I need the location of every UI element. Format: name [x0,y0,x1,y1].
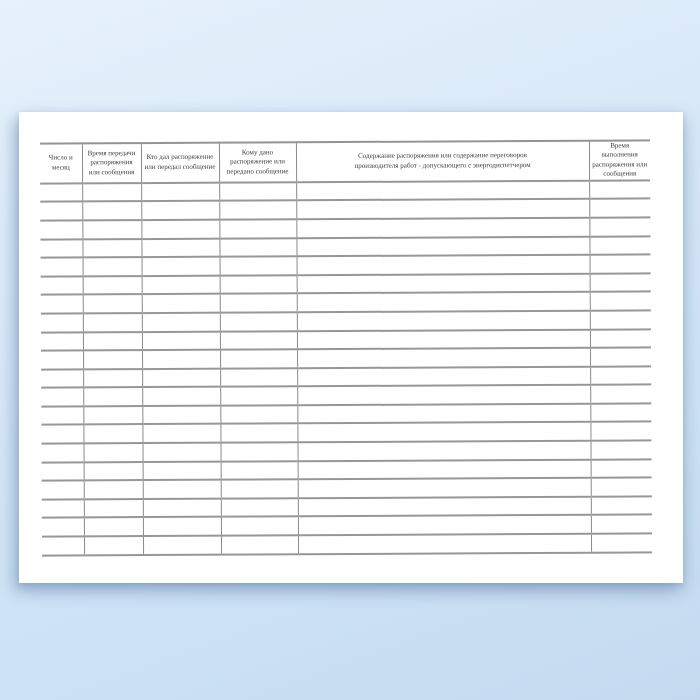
table-cell [220,294,297,313]
table-cell [590,366,651,385]
table-cell [41,369,83,388]
table-cell [143,461,221,480]
table-cell [221,498,298,517]
table-cell [589,180,650,199]
table-cell [83,350,142,369]
table-cell [297,385,590,405]
table-cell [297,255,590,275]
table-cell [82,201,141,220]
table-cell [219,238,296,257]
table-cell [41,276,83,295]
table-cell [142,424,220,443]
table-cell [83,443,142,462]
table-cell [142,294,220,313]
table-cell [83,406,142,425]
table-cell [142,275,220,294]
table-cell [82,239,141,258]
table-cell [83,369,142,388]
header-cell-who-received-order: Кому дано распоряжение или передано сообщение [219,142,296,182]
table-body [40,180,652,555]
table-cell [221,480,298,499]
table-cell [82,220,141,239]
table-cell [141,220,219,239]
table-cell [220,387,297,406]
table-cell [297,311,590,331]
table-cell [220,349,297,368]
table-cell [84,536,143,555]
table-cell [220,405,297,424]
table-cell [41,332,83,351]
table-cell [296,180,589,200]
table-cell [42,481,84,500]
table-cell [83,257,142,276]
table-cell [84,518,143,537]
table-cell [143,480,221,499]
table-cell [84,499,143,518]
table-cell [141,238,219,257]
table-cell [590,255,651,274]
table-cell [590,422,651,441]
table-cell [40,183,82,202]
header-cell-order-content: Содержание распоряжения или содержание переговоров производителя работ - допускающего с энергодиспетчером [296,141,589,182]
table-cell [591,515,652,534]
table-row [42,533,652,555]
header-cell-transmit-time: Время передачи распоряжения или сообщения [82,143,141,183]
table-cell [590,347,651,366]
journal-table-area [40,139,652,556]
table-cell [41,388,83,407]
table-cell [590,273,651,292]
table-cell [142,257,220,276]
table-cell [42,499,84,518]
table-cell [142,350,220,369]
table-cell [591,459,652,478]
table-cell [41,425,83,444]
table-cell [82,183,141,202]
table-cell [143,499,221,518]
table-cell [589,236,650,255]
table-cell [589,199,650,218]
table-cell [84,480,143,499]
header-cell-who-gave-order: Кто дал распоряжение или передал сообщение [141,143,219,183]
table-cell [42,536,84,555]
table-cell [220,368,297,387]
table-cell [221,461,298,480]
table-cell [590,329,651,348]
table-cell [142,331,220,350]
header-cell-execution-time: Время выполнения распоряжения или сообщения [589,140,650,180]
table-cell [297,329,590,349]
table-cell [297,273,590,293]
table-cell [298,497,591,517]
table-cell [297,404,590,424]
table-cell [298,478,591,498]
table-cell [590,310,651,329]
table-cell [220,424,297,443]
table-cell [220,256,297,275]
table-cell [298,515,591,535]
table-cell [219,219,296,238]
table-cell [41,258,83,277]
table-cell [220,442,297,461]
table-cell [298,459,591,479]
table-cell [590,385,651,404]
table-cell [41,406,83,425]
table-cell [83,425,142,444]
table-cell [590,440,651,459]
table-cell [297,292,590,312]
table-cell [83,294,142,313]
table-cell [83,332,142,351]
table-header-row [40,140,650,183]
table-cell [142,387,220,406]
table-cell [42,518,84,537]
table-cell [296,236,589,256]
table-cell [41,313,83,332]
table-cell [143,536,221,555]
table-cell [83,387,142,406]
table-cell [297,441,590,461]
table-cell [297,348,590,368]
table-cell [84,462,143,481]
table-cell [42,462,84,481]
table-cell [296,199,589,219]
table-cell [590,403,651,422]
paper-sheet [19,112,683,583]
table-cell [41,443,83,462]
table-cell [141,201,219,220]
table-cell [591,478,652,497]
table-cell [221,535,298,554]
table-cell [297,422,590,442]
table-cell [590,292,651,311]
table-cell [220,275,297,294]
table-cell [296,218,589,238]
table-cell [83,276,142,295]
table-cell [40,239,82,258]
table-cell [591,533,652,552]
table-cell [591,496,652,515]
table-cell [220,331,297,350]
table-cell [40,220,82,239]
table-cell [142,443,220,462]
table-cell [219,182,296,201]
table-cell [589,217,650,236]
header-cell-date: Число и месяц [40,143,82,183]
table-cell [41,350,83,369]
journal-table [40,139,652,556]
table-cell [142,406,220,425]
table-cell [142,313,220,332]
table-cell [83,313,142,332]
table-cell [297,366,590,386]
table-cell [41,295,83,314]
table-cell [142,368,220,387]
table-cell [143,517,221,536]
table-cell [40,202,82,221]
table-cell [221,517,298,536]
table-cell [219,201,296,220]
table-cell [298,534,591,554]
table-cell [141,182,219,201]
table-cell [220,312,297,331]
